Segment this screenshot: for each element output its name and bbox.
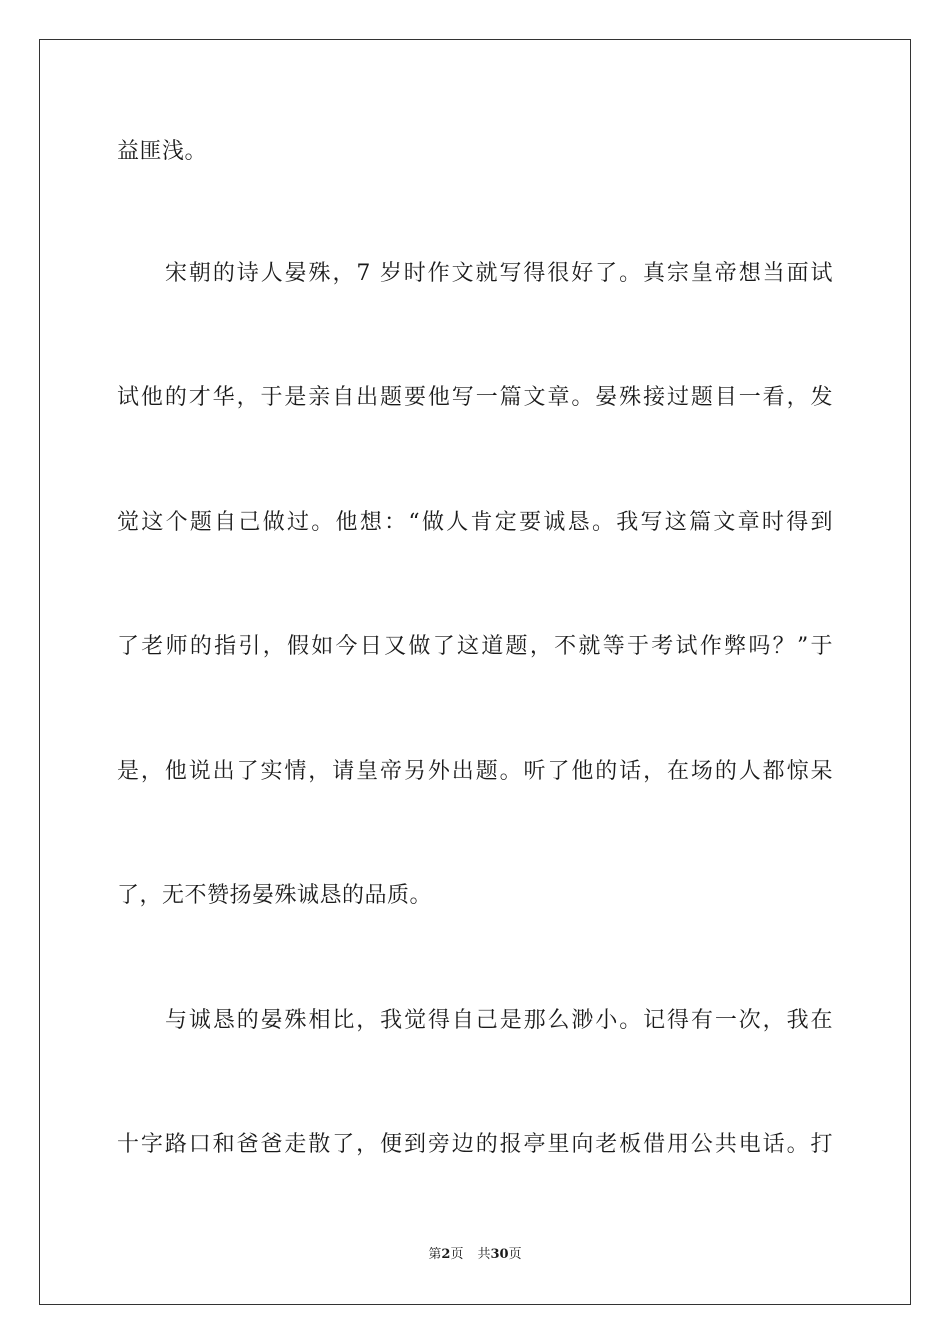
text-line-2: 宋朝的诗人晏殊，7 岁时作文就写得很好了。真宗皇帝想当面试 — [165, 261, 833, 286]
footer-total-suffix: 页 — [508, 1247, 522, 1262]
text-line-3: 试他的才华，于是亲自出题要他写一篇文章。晏殊接过题目一看，发 — [117, 385, 833, 410]
text-line-8: 与诚恳的晏殊相比，我觉得自己是那么渺小。记得有一次，我在 — [165, 1008, 833, 1033]
text-line-6: 是，他说出了实情，请皇帝另外出题。听了他的话，在场的人都惊呆 — [117, 759, 833, 784]
text-line-1: 益匪浅。 — [117, 139, 208, 164]
page-footer — [0, 1246, 950, 1264]
text-line-5: 了老师的指引，假如今日又做了这道题，不就等于考试作弊吗？”于 — [117, 634, 833, 659]
text-line-7: 了，无不赞扬晏殊诚恳的品质。 — [117, 883, 433, 908]
footer-total-pages: 30 — [490, 1247, 509, 1262]
text-line-9: 十字路口和爸爸走散了，便到旁边的报亭里向老板借用公共电话。打 — [117, 1132, 833, 1157]
footer-page-suffix: 页 — [450, 1247, 464, 1262]
page-border — [39, 39, 911, 1305]
footer-page-prefix: 第 — [428, 1247, 442, 1262]
footer-total-prefix: 共 — [477, 1247, 491, 1262]
text-line-4: 觉这个题自己做过。他想：“做人肯定要诚恳。我写这篇文章时得到 — [117, 510, 833, 535]
footer-page-number: 2 — [441, 1247, 451, 1262]
